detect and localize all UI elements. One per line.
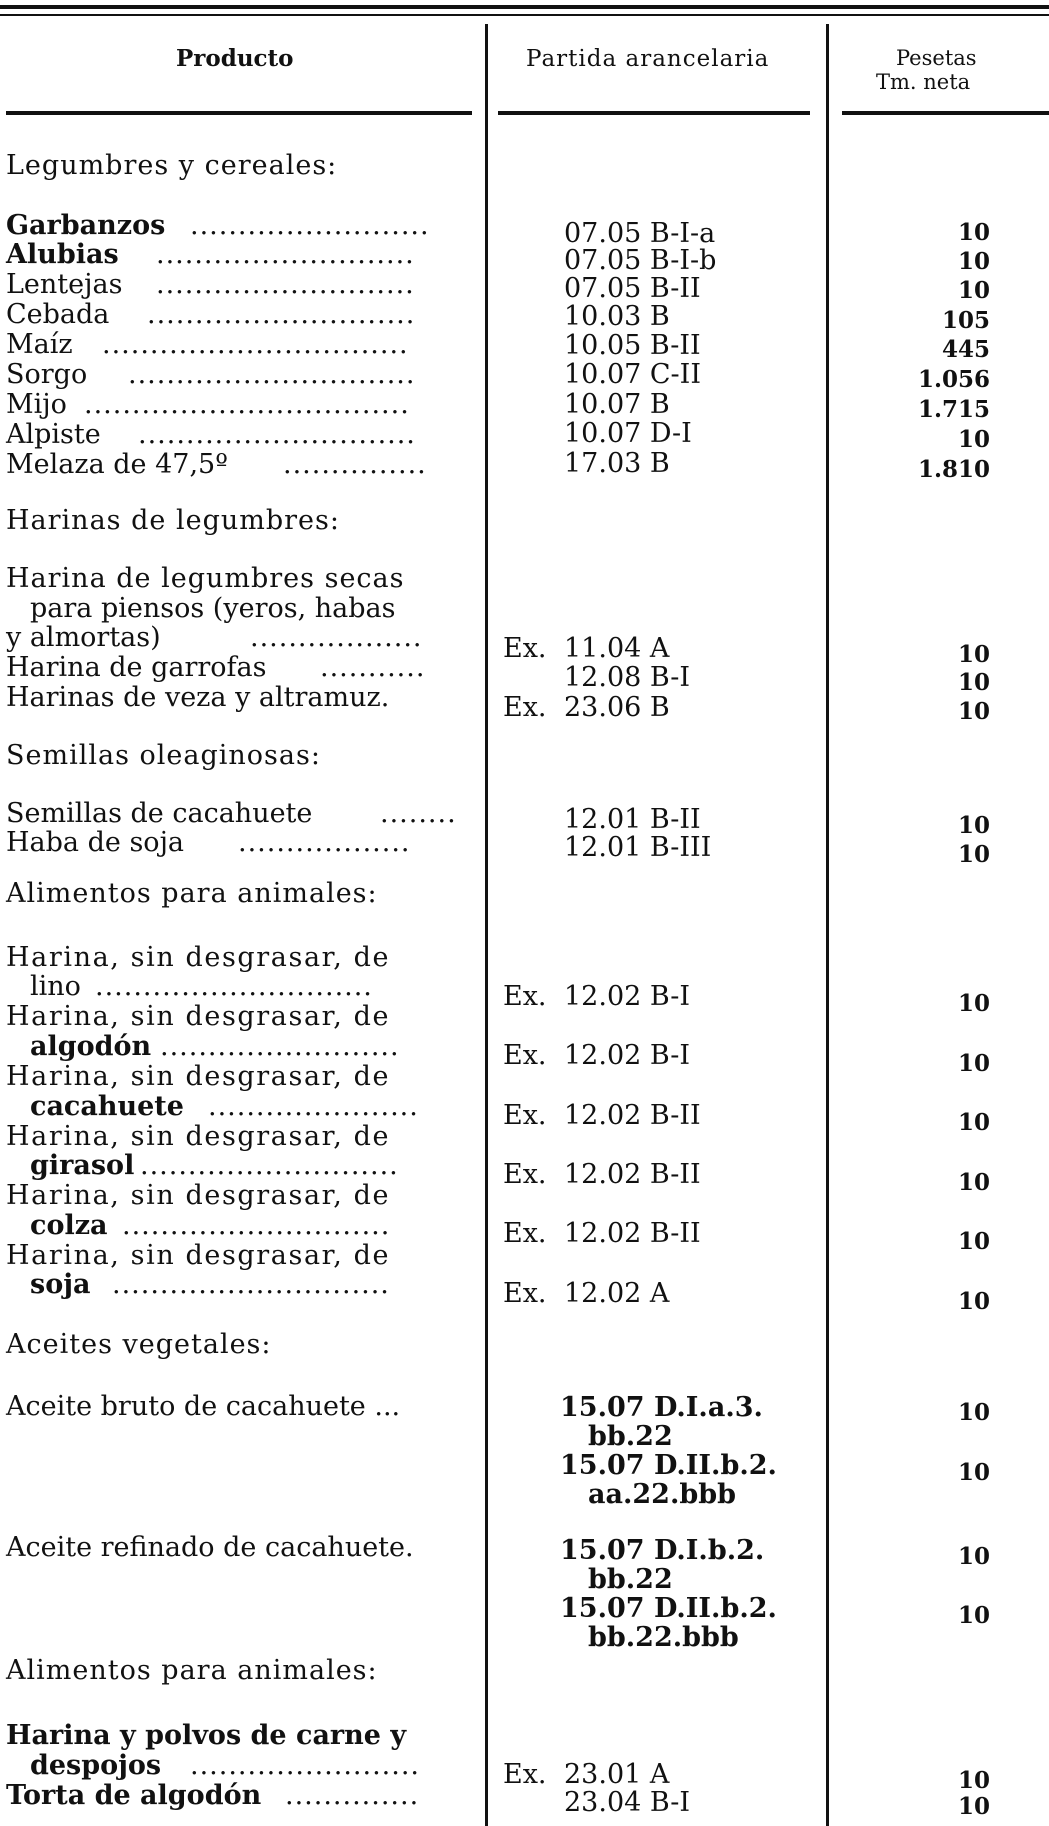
product-harina-carne-l1: Harina y polvos de carne y <box>6 1720 407 1751</box>
code-alpiste: 10.07 D-I <box>564 418 692 449</box>
leader-dots: .................. <box>238 827 411 858</box>
leader-dots: ........................... <box>156 239 415 270</box>
code-aceite-refinado-2-l2: bb.22.bbb <box>588 1622 739 1653</box>
section-alimentos-1: Alimentos para animales: <box>6 878 378 909</box>
leader-dots: ........................ <box>190 1750 420 1781</box>
code-aceite-refinado-2-l1: 15.07 D.II.b.2. <box>560 1593 777 1624</box>
product-haba-soja: Haba de soja <box>6 827 185 858</box>
value-mijo: 1.715 <box>917 396 990 423</box>
leader-dots: ......................... <box>160 1031 400 1062</box>
product-harina-carne-l2: despojos <box>30 1750 162 1781</box>
code-sorgo: 10.07 C-II <box>564 359 701 390</box>
product-cebada: Cebada <box>6 299 110 330</box>
value-torta-algodon: 10 <box>957 1793 990 1820</box>
ex-prefix: Ex. <box>503 1218 547 1249</box>
leader-dots: ............................. <box>95 971 373 1002</box>
code-melaza: 17.03 B <box>564 448 670 479</box>
product-harina-legumbres-l2: para piensos (yeros, habas <box>30 593 396 624</box>
code-mijo: 10.07 B <box>564 389 670 420</box>
leader-dots: .............. <box>285 1780 420 1811</box>
product-garbanzos: Garbanzos <box>6 210 166 241</box>
value-aceite-bruto: 10 <box>957 1399 990 1426</box>
product-harina-legumbres-l1: Harina de legumbres secas <box>6 563 405 594</box>
code-harina-girasol: 12.02 B-II <box>564 1159 701 1190</box>
leader-dots: .............................. <box>128 359 416 390</box>
section-semillas: Semillas oleaginosas: <box>6 740 321 771</box>
product-harina-girasol-l2: girasol <box>30 1150 135 1181</box>
value-harina-garrofas: 10 <box>957 669 990 696</box>
product-sorgo: Sorgo <box>6 359 88 390</box>
code-harina-colza: 12.02 B-II <box>564 1218 701 1249</box>
header-rule-2 <box>498 111 810 115</box>
ex-prefix: Ex. <box>503 981 547 1012</box>
product-harina-lino-l1: Harina, sin desgrasar, de <box>6 942 391 973</box>
product-maiz: Maíz <box>6 329 73 360</box>
leader-dots: .................................. <box>84 389 410 420</box>
product-harina-cacahuete-l1: Harina, sin desgrasar, de <box>6 1061 391 1092</box>
value-haba-soja: 10 <box>957 841 990 868</box>
product-alubias: Alubias <box>6 239 119 270</box>
code-maiz: 10.05 B-II <box>564 330 701 361</box>
product-harina-algodon-l2: algodón <box>30 1031 152 1062</box>
code-aceite-refinado-l2: bb.22 <box>588 1564 673 1595</box>
product-harinas-veza: Harinas de veza y altramuz. <box>6 682 390 713</box>
product-torta-algodon: Torta de algodón <box>6 1780 262 1811</box>
value-semillas-cacahuete: 10 <box>957 812 990 839</box>
header-pesetas: Pesetas <box>896 46 977 70</box>
value-harina-carne: 10 <box>957 1767 990 1794</box>
code-semillas-cacahuete: 12.01 B-II <box>564 804 701 835</box>
code-aceite-bruto-2-l2: aa.22.bbb <box>588 1479 736 1510</box>
leader-dots: ......................... <box>190 210 430 241</box>
leader-dots: ........................... <box>140 1150 399 1181</box>
code-harina-garrofas: 12.08 B-I <box>564 662 691 693</box>
value-sorgo: 1.056 <box>917 366 990 393</box>
value-alubias: 10 <box>957 248 990 275</box>
value-harina-algodon: 10 <box>957 1050 990 1077</box>
leader-dots: ...................... <box>208 1091 419 1122</box>
value-harina-girasol: 10 <box>957 1169 990 1196</box>
value-harina-colza: 10 <box>957 1228 990 1255</box>
value-harinas-veza: 10 <box>957 698 990 725</box>
code-cebada: 10.03 B <box>564 301 670 332</box>
product-harina-lino-l2: lino <box>30 971 81 1002</box>
leader-dots: ............................ <box>147 299 416 330</box>
ex-prefix: Ex. <box>503 1100 547 1131</box>
product-semillas-cacahuete: Semillas de cacahuete <box>6 798 313 829</box>
top-rule-thick <box>0 5 1049 9</box>
product-harina-colza-l2: colza <box>30 1210 108 1241</box>
code-harina-cacahuete: 12.02 B-II <box>564 1100 701 1131</box>
ex-prefix: Ex. <box>503 1040 547 1071</box>
product-harina-colza-l1: Harina, sin desgrasar, de <box>6 1180 391 1211</box>
column-separator-1 <box>485 24 488 1826</box>
section-legumbres: Legumbres y cereales: <box>6 150 338 181</box>
leader-dots: ............... <box>283 449 427 480</box>
value-maiz: 445 <box>941 336 990 363</box>
value-harina-lino: 10 <box>957 990 990 1017</box>
product-mijo: Mijo <box>6 389 67 420</box>
product-harina-soja-l2: soja <box>30 1269 91 1300</box>
header-tm-neta: Tm. neta <box>876 70 971 94</box>
section-alimentos-2: Alimentos para animales: <box>6 1655 378 1686</box>
product-harina-algodon-l1: Harina, sin desgrasar, de <box>6 1001 391 1032</box>
code-haba-soja: 12.01 B-III <box>564 832 712 863</box>
value-garbanzos: 10 <box>957 219 990 246</box>
ex-prefix: Ex. <box>503 1278 547 1309</box>
code-aceite-bruto-2-l1: 15.07 D.II.b.2. <box>560 1450 777 1481</box>
value-alpiste: 10 <box>957 426 990 453</box>
value-cebada: 105 <box>941 307 990 334</box>
value-harina-legumbres: 10 <box>957 641 990 668</box>
ex-prefix: Ex. <box>503 633 547 664</box>
product-harina-cacahuete-l2: cacahuete <box>30 1091 184 1122</box>
value-aceite-refinado: 10 <box>957 1543 990 1570</box>
header-rule-3 <box>842 111 1049 115</box>
top-rule-thin <box>0 14 1049 16</box>
product-harina-soja-l1: Harina, sin desgrasar, de <box>6 1240 391 1271</box>
product-lentejas: Lentejas <box>6 269 123 300</box>
product-alpiste: Alpiste <box>6 419 101 450</box>
code-harina-legumbres: 11.04 A <box>564 633 670 664</box>
leader-dots: ........... <box>320 652 426 683</box>
header-partida: Partida arancelaria <box>526 46 770 72</box>
leader-dots: ................................ <box>102 329 409 360</box>
product-harina-girasol-l1: Harina, sin desgrasar, de <box>6 1121 391 1152</box>
leader-dots: ............................. <box>138 419 416 450</box>
value-lentejas: 10 <box>957 277 990 304</box>
ex-prefix: Ex. <box>503 1159 547 1190</box>
code-garbanzos: 07.05 B-I-a <box>564 218 716 249</box>
value-harina-cacahuete: 10 <box>957 1109 990 1136</box>
code-harinas-veza: 23.06 B <box>564 692 670 723</box>
column-separator-2 <box>826 24 829 1826</box>
leader-dots: .................. <box>250 622 423 653</box>
value-melaza: 1.810 <box>917 456 990 483</box>
code-harina-algodon: 12.02 B-I <box>564 1040 691 1071</box>
value-aceite-refinado-2: 10 <box>957 1602 990 1629</box>
section-aceites: Aceites vegetales: <box>6 1329 272 1360</box>
product-aceite-refinado: Aceite refinado de cacahuete. <box>6 1532 414 1563</box>
value-harina-soja: 10 <box>957 1288 990 1315</box>
code-harina-carne: 23.01 A <box>564 1759 670 1790</box>
ex-prefix: Ex. <box>503 692 547 723</box>
product-melaza: Melaza de 47,5º <box>6 449 228 480</box>
code-aceite-bruto-l1: 15.07 D.I.a.3. <box>560 1392 763 1423</box>
value-aceite-bruto-2: 10 <box>957 1459 990 1486</box>
code-harina-soja: 12.02 A <box>564 1278 670 1309</box>
product-aceite-bruto: Aceite bruto de cacahuete ... <box>6 1391 401 1422</box>
code-lentejas: 07.05 B-II <box>564 273 701 304</box>
code-harina-lino: 12.02 B-I <box>564 981 691 1012</box>
ex-prefix: Ex. <box>503 1759 547 1790</box>
leader-dots: ............................ <box>122 1210 391 1241</box>
header-producto: Producto <box>176 45 294 72</box>
leader-dots: ........ <box>380 798 457 829</box>
product-harina-legumbres-l3: y almortas) <box>6 622 161 653</box>
code-aceite-refinado-l1: 15.07 D.I.b.2. <box>560 1535 765 1566</box>
header-rule-1 <box>6 111 472 115</box>
product-harina-garrofas: Harina de garrofas <box>6 652 267 683</box>
code-alubias: 07.05 B-I-b <box>564 245 717 276</box>
section-harinas-legumbres: Harinas de legumbres: <box>6 505 340 536</box>
code-aceite-bruto-l2: bb.22 <box>588 1421 673 1452</box>
leader-dots: ............................. <box>112 1269 390 1300</box>
leader-dots: ........................... <box>156 269 415 300</box>
code-torta-algodon: 23.04 B-I <box>564 1787 691 1818</box>
